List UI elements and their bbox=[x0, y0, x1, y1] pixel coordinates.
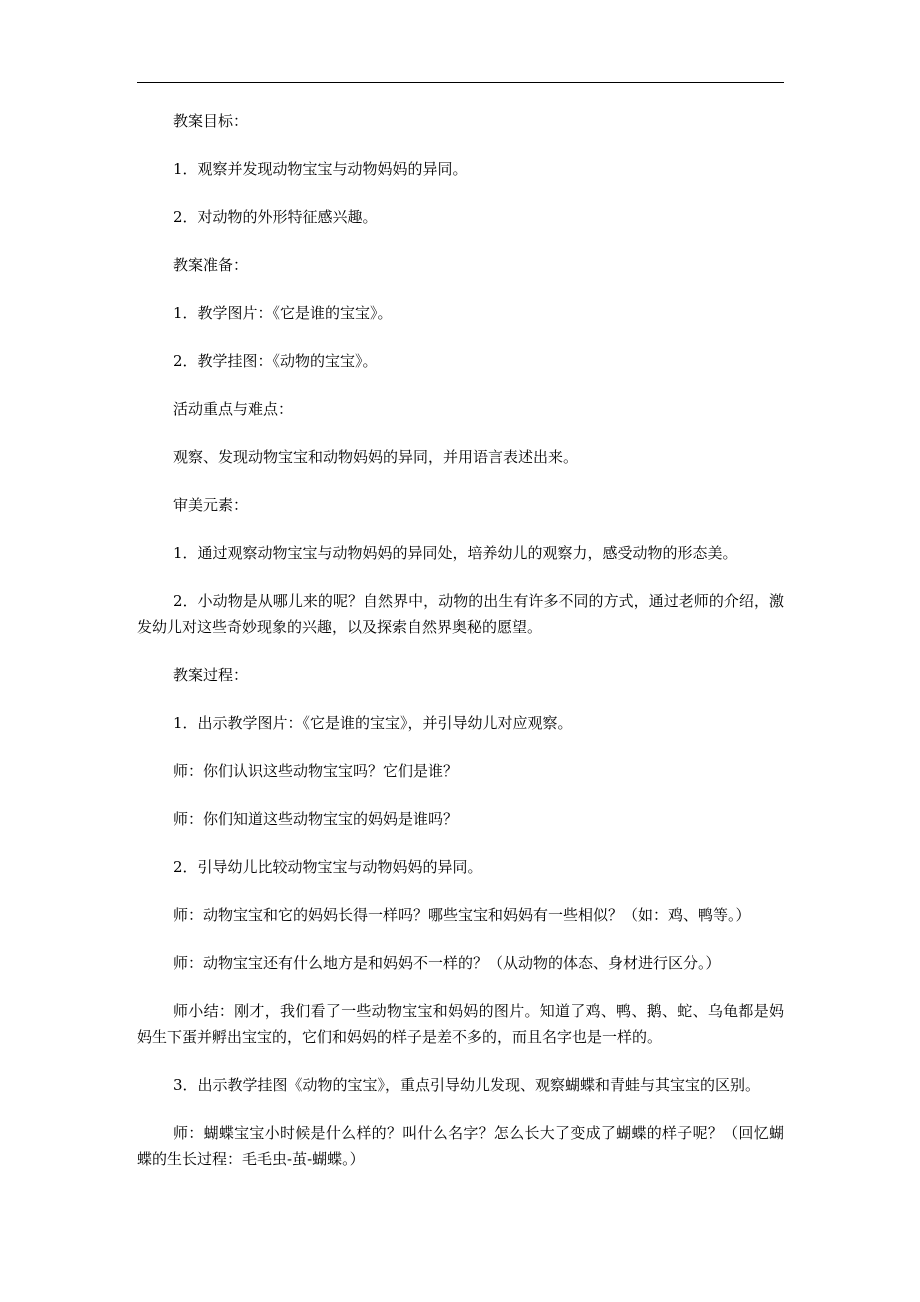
teacher-question: 师：你们认识这些动物宝宝吗？它们是谁？ bbox=[173, 762, 459, 780]
teacher-summary: 师小结：刚才，我们看了一些动物宝宝和妈妈的图片。知道了鸡、鸭、鹅、蛇、乌龟都是妈妈生下蛋并孵出宝宝的，它们和妈妈的样子是差不多的，而且名字也是一样的。 bbox=[137, 1002, 784, 1046]
process-step-2: 2．引导幼儿比较动物宝宝与动物妈妈的异同。 bbox=[173, 858, 483, 876]
section-heading-preparation: 教案准备： bbox=[173, 256, 249, 274]
section-heading-key-points: 活动重点与难点： bbox=[173, 400, 294, 418]
teacher-question: 师：动物宝宝和它的妈妈长得一样吗？哪些宝宝和妈妈有一些相似？（如：鸡、鸭等。） bbox=[173, 906, 751, 924]
teacher-question: 师：动物宝宝还有什么地方是和妈妈不一样的？（从动物的体态、身材进行区分。） bbox=[173, 954, 721, 972]
document-body bbox=[137, 108, 784, 1194]
goal-item-2: 2．对动物的外形特征感兴趣。 bbox=[173, 208, 378, 226]
teacher-question: 师：蝴蝶宝宝小时候是什么样的？叫什么名字？怎么长大了变成了蝴蝶的样子呢？（回忆蝴蝶的生长过程：毛毛虫-茧-蝴蝶。） bbox=[137, 1124, 784, 1168]
aesthetics-item-2: 2．小动物是从哪儿来的呢？自然界中，动物的出生有许多不同的方式，通过老师的介绍，激发幼儿对这些奇妙现象的兴趣，以及探索自然界奥秘的愿望。 bbox=[137, 592, 784, 636]
process-step-1: 1．出示教学图片：《它是谁的宝宝》，并引导幼儿对应观察。 bbox=[173, 714, 573, 732]
header-rule bbox=[137, 82, 784, 83]
key-points-text: 观察、发现动物宝宝和动物妈妈的异同，并用语言表述出来。 bbox=[173, 448, 579, 466]
section-heading-aesthetics: 审美元素： bbox=[173, 496, 249, 514]
aesthetics-item-1: 1．通过观察动物宝宝与动物妈妈的异同处，培养幼儿的观察力，感受动物的形态美。 bbox=[173, 544, 738, 562]
preparation-item-1: 1．教学图片：《它是谁的宝宝》。 bbox=[173, 304, 393, 322]
preparation-item-2: 2．教学挂图：《动物的宝宝》。 bbox=[173, 352, 378, 370]
section-heading-process: 教案过程： bbox=[173, 666, 249, 684]
section-heading-goals: 教案目标： bbox=[173, 112, 249, 130]
goal-item-1: 1．观察并发现动物宝宝与动物妈妈的异同。 bbox=[173, 160, 468, 178]
process-step-3: 3．出示教学挂图《动物的宝宝》，重点引导幼儿发现、观察蝴蝶和青蛙与其宝宝的区别。 bbox=[173, 1076, 761, 1094]
teacher-question: 师：你们知道这些动物宝宝的妈妈是谁吗？ bbox=[173, 810, 459, 828]
